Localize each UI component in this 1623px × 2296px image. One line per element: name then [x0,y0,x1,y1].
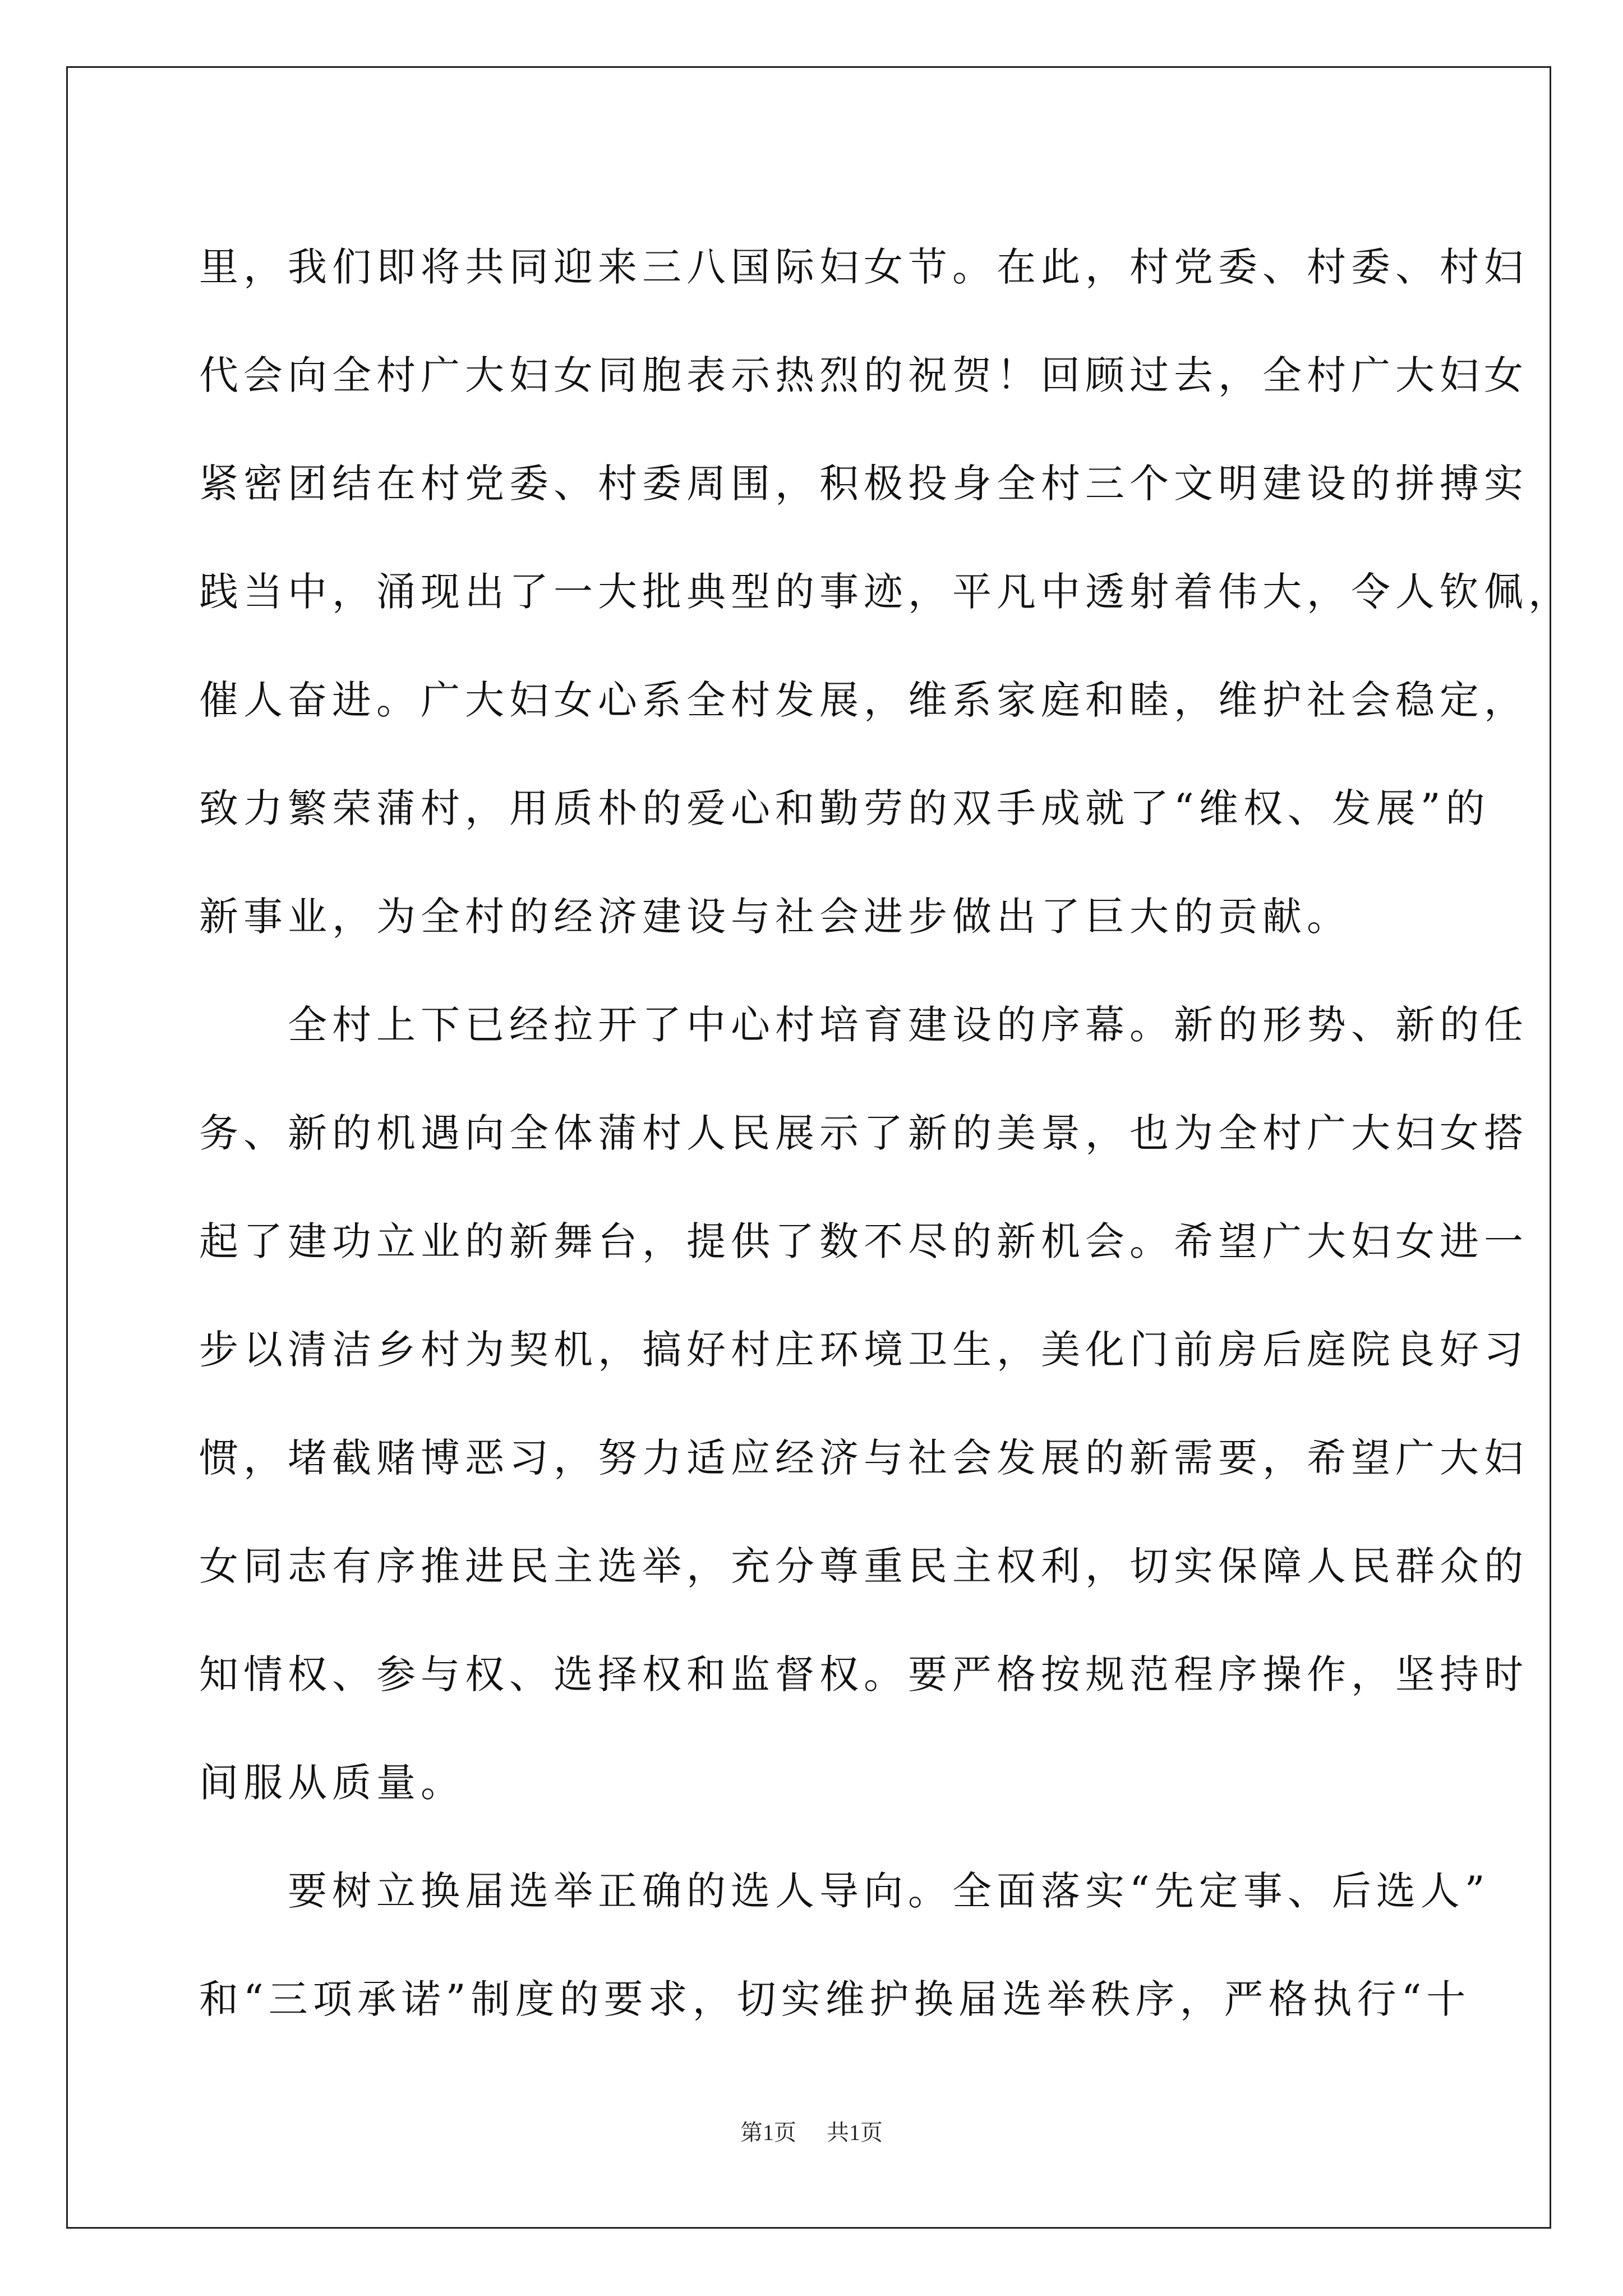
body-line: 催人奋进。广大妇女心系全村发展，维系家庭和睦，维护社会稳定， [199,677,1528,723]
body-line: 知情权、参与权、选择权和监督权。要严格按规范程序操作，坚持时 [199,1651,1528,1697]
body-line: 要树立换届选举正确的选人导向。全面落实“先定事、后选人” [199,1868,1490,1914]
page-total: 共1页 [827,2120,883,2145]
body-line: 间服从质量。 [199,1760,465,1806]
body-line: 全村上下已经拉开了中心村培育建设的序幕。新的形势、新的任 [199,1002,1528,1048]
body-line: 新事业，为全村的经济建设与社会进步做出了巨大的贡献。 [199,894,1351,940]
body-line: 践当中，涌现出了一大批典型的事迹，平凡中透射着伟大，令人钦佩， [199,569,1573,615]
body-line: 起了建功立业的新舞台，提供了数不尽的新机会。希望广大妇女进一 [199,1218,1528,1264]
body-line: 致力繁荣蒲村，用质朴的爱心和勤劳的双手成就了“维权、发展”的 [199,785,1490,831]
body-line: 惯，堵截赌博恶习，努力适应经济与社会发展的新需要，希望广大妇 [199,1435,1528,1481]
body-line: 紧密团结在村党委、村委周围，积极投身全村三个文明建设的拼搏实 [199,461,1528,507]
body-line: 务、新的机遇向全体蒲村人民展示了新的美景，也为全村广大妇女搭 [199,1110,1528,1156]
document-body [199,213,1573,2054]
body-line: 里，我们即将共同迎来三八国际妇女节。在此，村党委、村委、村妇 [199,244,1528,290]
body-line: 步以清洁乡村为契机，搞好村庄环境卫生，美化门前房后庭院良好习 [199,1327,1528,1373]
body-line: 女同志有序推进民主选举，充分尊重民主权利，切实保障人民群众的 [199,1543,1528,1589]
page-footer [0,2115,1623,2147]
page-number: 第1页 [740,2120,796,2145]
body-line: 和“三项承诺”制度的要求，切实维护换届选举秩序，严格执行“十 [199,1976,1471,2022]
body-line: 代会向全村广大妇女同胞表示热烈的祝贺！回顾过去，全村广大妇女 [199,352,1528,398]
